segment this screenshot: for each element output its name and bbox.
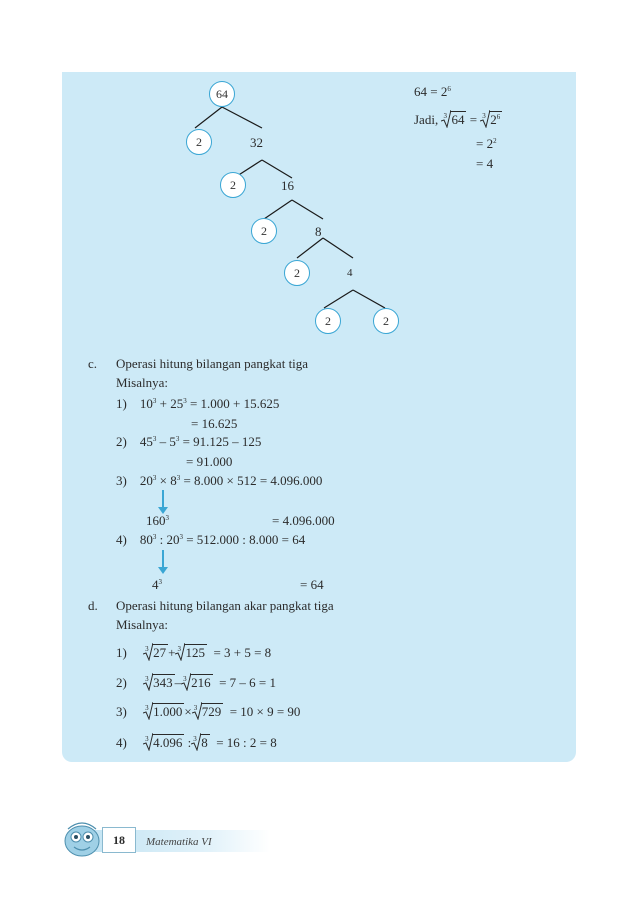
tree-remainder: 16: [281, 178, 294, 193]
section-d-misalnya: Misalnya:: [116, 617, 168, 632]
side-step: = 4: [476, 156, 494, 171]
tree-prime-node: 2: [220, 172, 246, 198]
example-continuation: = 16.625: [191, 416, 238, 431]
book-title: Matematika VI: [146, 836, 212, 848]
example-line: 1) 3 27 + 3 125 = 3 + 5 = 8: [116, 645, 272, 660]
example-continuation: = 91.000: [186, 454, 233, 469]
section-d-letter: d.: [88, 598, 98, 613]
tree-remainder: 32: [250, 135, 263, 150]
tree-root-node: 64: [209, 81, 235, 107]
section-d-title: Operasi hitung bilangan akar pangkat tiga: [116, 598, 334, 613]
tree-prime-node: 2: [373, 308, 399, 334]
example-simplified: $4^3$: [152, 577, 162, 592]
down-arrow-icon: [162, 550, 164, 568]
example-simplified-result: = 4.096.000: [272, 513, 335, 528]
side-conclusion: Jadi, 3 64 = 3 $2^6$: [414, 112, 501, 127]
example-simplified-result: = 64: [300, 577, 324, 592]
example-line: 3) 3 1.000 × 3 729 = 10 × 9 = 90: [116, 704, 301, 719]
example-line: 3) $20^3 \times 8^3 = 8.000 \times 512 = 4.096.000$: [116, 473, 323, 488]
section-c-title: Operasi hitung bilangan pangkat tiga: [116, 356, 309, 371]
example-line: 2) 3 343 – 3 216 = 7 – 6 = 1: [116, 675, 277, 690]
cube-root: 3 4.096: [145, 735, 183, 750]
example-line: 4) $80^3$ : $20^3 = 512.000$ : 8.000 = 64: [116, 532, 306, 547]
factor-tree-lines: [0, 0, 638, 360]
tree-remainder: 4: [347, 267, 353, 279]
cube-root: 3 729: [193, 704, 222, 719]
example-simplified: $160^3$: [146, 513, 169, 528]
tree-prime-node: 2: [315, 308, 341, 334]
cube-root: 3 216: [183, 675, 211, 690]
side-statement: $64 = 2^6$: [414, 84, 451, 99]
page-number: 18: [102, 827, 136, 853]
side-step: = $2^2$: [476, 136, 497, 151]
mascot-icon: [58, 815, 108, 861]
tree-prime-node: 2: [186, 129, 212, 155]
cube-root: 3 343: [145, 675, 173, 690]
cube-root: 3 64: [443, 112, 465, 127]
cube-root: 3 125: [177, 645, 205, 660]
tree-prime-node: 2: [284, 260, 310, 286]
cube-root: 3 8: [193, 735, 208, 750]
example-line: 4) 3 4.096 : 3 8 = 16 : 2 = 8: [116, 735, 277, 750]
tree-prime-node: 2: [251, 218, 277, 244]
tree-remainder: 8: [315, 224, 322, 239]
section-c-letter: c.: [88, 356, 98, 371]
example-line: 1) $10^3 + 25^3 = 1.000 + 15.625$: [116, 396, 280, 411]
cube-root: 3 $2^6$: [482, 112, 501, 127]
cube-root: 3 27: [145, 645, 167, 660]
down-arrow-icon: [162, 490, 164, 508]
cube-root: 3 1.000: [145, 704, 183, 719]
example-line: 2) $45^3 - 5^3 = 91.125 - 125$: [116, 434, 262, 449]
section-c-misalnya: Misalnya:: [116, 375, 168, 390]
